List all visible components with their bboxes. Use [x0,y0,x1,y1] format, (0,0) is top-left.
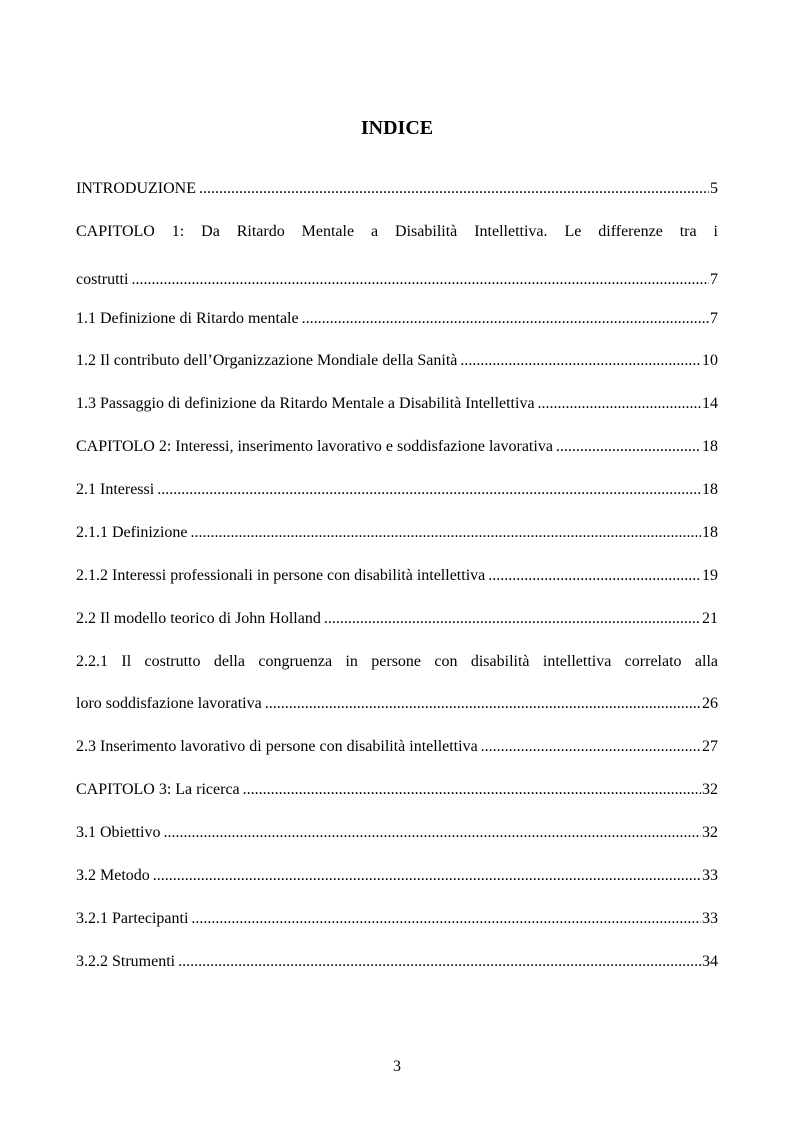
toc-entry-label: INTRODUZIONE [76,180,196,197]
toc-entry-page: 32 [702,781,718,798]
leader-dots [163,823,701,843]
toc-entry-capitolo-1-first-line[interactable]: CAPITOLO 1: Da Ritardo Mentale a Disabilità Intellettiva. Le differenze tra i [76,223,718,240]
toc-entry-label: 2.1 Interessi [76,481,155,498]
toc-entry-label: CAPITOLO 3: La ricerca [76,781,240,798]
toc-entry-capitolo-1[interactable] [76,270,718,290]
toc-entry-2-2[interactable] [76,609,718,629]
toc-entry-1-2[interactable] [76,351,718,371]
toc-entry-page: 7 [710,271,718,288]
leader-dots [488,566,701,586]
toc-entry-page: 18 [702,524,718,541]
toc-entry-page: 19 [702,567,718,584]
toc-entry-label: CAPITOLO 2: Interessi, inserimento lavorativo e soddisfazione lavorativa [76,438,553,455]
toc-entry-page: 18 [702,481,718,498]
leader-dots [178,952,701,972]
toc-entry-page: 33 [702,867,718,884]
leader-dots [157,480,701,500]
toc-entry-label: 2.1.1 Definizione [76,524,188,541]
leader-dots [460,351,701,371]
toc-entry-2-3[interactable] [76,737,718,757]
toc-entry-label: 1.3 Passaggio di definizione da Ritardo Mentale a Disabilità Intellettiva [76,395,535,412]
toc-entry-capitolo-2[interactable] [76,437,718,457]
leader-dots [324,609,701,629]
leader-dots [302,309,709,329]
toc-entry-label: loro soddisfazione lavorativa [76,695,262,712]
toc-entry-page: 14 [702,395,718,412]
toc-entry-3-2-2[interactable] [76,952,718,972]
toc-entry-3-2-1[interactable] [76,909,718,929]
leader-dots [153,866,701,886]
leader-dots [538,394,701,414]
toc-entry-label: 1.2 Il contributo dell’Organizzazione Mondiale della Sanità [76,352,458,369]
leader-dots [191,523,701,543]
leader-dots [481,737,701,757]
page-title: INDICE [360,117,434,139]
toc-entry-page: 7 [710,310,718,327]
toc-entry-capitolo-3[interactable] [76,780,718,800]
toc-entry-page: 26 [702,695,718,712]
toc-entry-2-2-1[interactable] [76,694,718,714]
leader-dots [243,780,701,800]
toc-entry-label: 3.1 Obiettivo [76,824,161,841]
toc-entry-page: 34 [702,953,718,970]
toc-entry-page: 18 [702,438,718,455]
toc-entry-2-2-1-first-line[interactable]: 2.2.1 Il costrutto della congruenza in persone con disabilità intellettiva correlato alla [76,653,718,670]
toc-entry-page: 27 [702,738,718,755]
toc-entry-1-3[interactable] [76,394,718,414]
toc-entry-3-2[interactable] [76,866,718,886]
leader-dots [131,270,709,290]
leader-dots [265,694,701,714]
toc-entry-3-1[interactable] [76,823,718,843]
toc-entry-page: 32 [702,824,718,841]
toc-entry-label: 3.2 Metodo [76,867,150,884]
toc-entry-label: 2.3 Inserimento lavorativo di persone con disabilità intellettiva [76,738,478,755]
toc-entry-2-1-1[interactable] [76,523,718,543]
toc-entry-page: 33 [702,910,718,927]
toc-entry-page: 21 [702,610,718,627]
toc-entry-label: costrutti [76,271,129,288]
toc-entry-page: 5 [710,180,718,197]
toc-entry-page: 10 [702,352,718,369]
toc-entry-label: 1.1 Definizione di Ritardo mentale [76,310,299,327]
toc-entry-label: 2.1.2 Interessi professionali in persone con disabilità intellettiva [76,567,486,584]
page-number: 3 [393,1058,401,1075]
toc-entry-2-1[interactable] [76,480,718,500]
toc-entry-label: 2.2 Il modello teorico di John Holland [76,610,321,627]
toc-entry-introduzione[interactable] [76,179,718,199]
leader-dots [199,179,709,199]
toc-entry-1-1[interactable] [76,309,718,329]
leader-dots [191,909,701,929]
toc-entry-label: 3.2.1 Partecipanti [76,910,189,927]
toc-entry-label: 3.2.2 Strumenti [76,953,176,970]
leader-dots [556,437,701,457]
toc-entry-2-1-2[interactable] [76,566,718,586]
